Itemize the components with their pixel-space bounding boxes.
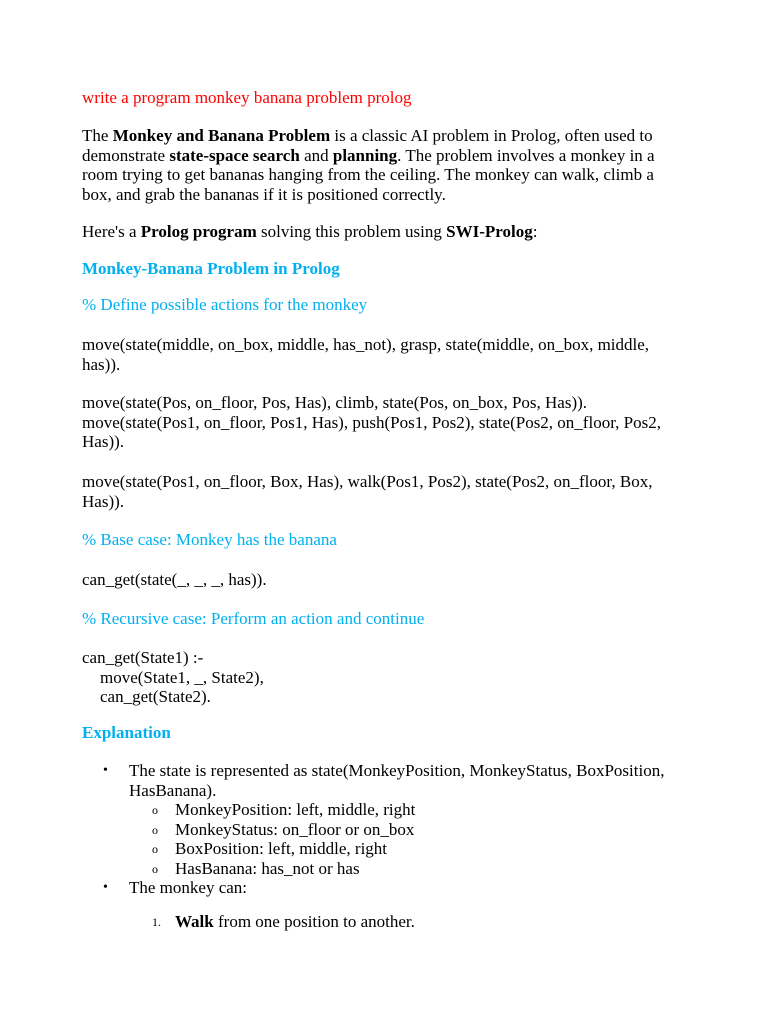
explanation-list <box>82 761 682 898</box>
intro-bold-2: state-space search <box>169 145 300 165</box>
intro-text-2: is a classic AI problem in Prolog, often used to demonstrate <box>82 126 653 165</box>
comment-actions: % Define possible actions for the monkey <box>82 295 368 314</box>
sub-item: o HasBanana: has_not or has <box>129 859 682 879</box>
code-grasp: move(state(middle, on_box, middle, has_not), grasp, state(middle, on_box, middle, has)). <box>82 335 650 374</box>
heres-text-2: solving this problem using <box>256 222 447 241</box>
code-rec-line-2: move(State1, _, State2), <box>100 667 264 687</box>
heres-text-1: Here's a <box>82 222 141 241</box>
code-climb: move(state(Pos, on_floor, Pos, Has), climb, state(Pos, on_box, Pos, Has)). <box>82 393 588 412</box>
walk-rest: from one position to another. <box>213 912 415 931</box>
state-sub-list <box>129 800 682 878</box>
intro-bold-3: planning <box>332 145 398 165</box>
code-rec-line-1: can_get(State1) :- <box>82 648 204 667</box>
bullet-text-state: The state is represented as state(MonkeyPosition, MonkeyStatus, BoxPosition, HasBanana). <box>129 761 665 800</box>
code-walk: move(state(Pos1, on_floor, Box, Has), walk(Pos1, Pos2), state(Pos2, on_floor, Box, Has)). <box>82 472 653 511</box>
bullet-text-monkey-can: The monkey can: <box>129 878 248 897</box>
heres-text-3: : <box>532 222 538 241</box>
code-push: move(state(Pos1, on_floor, Pos1, Has), push(Pos1, Pos2), state(Pos2, on_floor, Pos2, Has)). <box>82 412 661 451</box>
request-heading: write a program monkey banana problem prolog <box>82 88 412 107</box>
intro-paragraph <box>82 126 682 204</box>
comment-base: % Base case: Monkey has the banana <box>82 530 337 549</box>
number-label: 1. <box>152 915 161 929</box>
explanation-title: Explanation <box>82 723 171 742</box>
intro-bold-1: Monkey and Banana Problem <box>112 126 331 145</box>
code-rec-line-3: can_get(State2). <box>100 687 211 706</box>
sub-item: o MonkeyStatus: on_floor or on_box <box>129 820 682 840</box>
sub-item: o MonkeyPosition: left, middle, right <box>129 800 682 820</box>
heres-paragraph <box>82 222 682 242</box>
heres-bold-2: SWI-Prolog <box>446 222 533 241</box>
code-climb-push <box>82 393 682 452</box>
code-base: can_get(state(_, _, _, has)). <box>82 570 267 589</box>
intro-text-4: . The problem involves a monkey in a room trying to get bananas hanging from the ceiling. The monkey can walk, climb a box, and grab the bananas if it is positioned correctly. <box>82 145 655 204</box>
section-title: Monkey-Banana Problem in Prolog <box>82 259 340 278</box>
intro-text-1: The <box>82 126 113 145</box>
bullet-item-state <box>82 761 682 878</box>
sub-item: o BoxPosition: left, middle, right <box>129 839 682 859</box>
comment-recursive: % Recursive case: Perform an action and continue <box>82 609 425 628</box>
code-recursive <box>82 648 682 707</box>
intro-text-3: and <box>299 145 333 165</box>
walk-bold: Walk <box>175 912 214 931</box>
numbered-text <box>175 912 415 932</box>
bullet-item-monkey-can <box>82 878 682 898</box>
heres-bold-1: Prolog program <box>140 222 257 241</box>
